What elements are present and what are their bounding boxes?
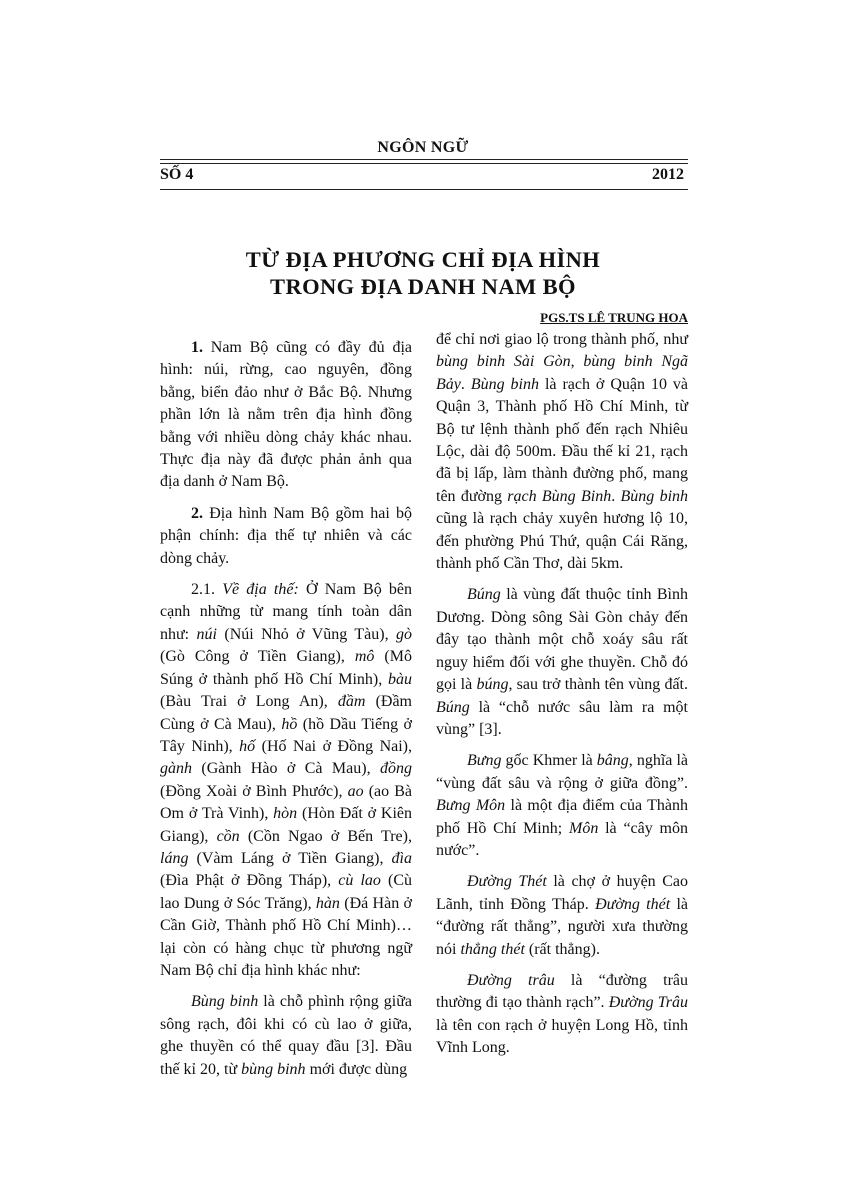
paragraph	[436, 750, 688, 862]
issue-number: SỐ 4	[160, 166, 194, 183]
issue-year: 2012	[652, 166, 684, 183]
paragraph	[160, 579, 412, 982]
text-run: để chỉ nơi giao lộ trong thành phố, như	[436, 331, 688, 348]
article-title	[150, 246, 696, 300]
italic-run: Bưng	[467, 752, 502, 770]
text-run: (rất thẳng).	[524, 940, 600, 958]
italic-run: Đường trâu	[467, 971, 555, 989]
text-run: là một địa điểm của Thành phố Hồ Chí Minh;	[436, 797, 688, 837]
text-run: (hồ Dầu Tiếng ở Tây Ninh),	[160, 715, 412, 755]
text-run: (Núi Nhỏ ở Vũng Tàu),	[216, 625, 396, 643]
text-run: , nghĩa là “vùng đất sâu và rộng ở giữa đồng”.	[436, 752, 688, 792]
italic-run: cù lao	[338, 872, 381, 890]
italic-run: bàu	[388, 670, 412, 688]
paragraph	[436, 871, 688, 961]
italic-run: bùng binh	[241, 1060, 306, 1078]
bold-run: 1.	[191, 339, 203, 356]
text-run: Ở Nam Bộ bên cạnh những từ mang tính toàn dân như:	[160, 581, 413, 643]
text-run: (Hố Nai ở Đồng Nai),	[255, 737, 413, 755]
italic-run: láng	[160, 849, 189, 867]
paragraph	[160, 991, 412, 1081]
italic-run: gành	[160, 760, 192, 778]
italic-run: Đường thét	[595, 895, 671, 913]
text-run: là “chỗ nước sâu làm ra một vùng” [3].	[436, 698, 688, 738]
italic-run: hòn	[273, 805, 298, 823]
italic-run: búng	[476, 676, 509, 694]
text-run: là “đường rất thẳng”, người xưa thường nói	[436, 895, 689, 958]
text-run: .	[611, 487, 621, 505]
italic-run: Bùng binh	[620, 487, 689, 505]
italic-run: Bùng binh	[470, 375, 539, 393]
italic-run: gò	[396, 625, 412, 643]
text-run: là tên con rạch ở huyện Long Hồ, tỉnh Vĩnh Long.	[436, 1016, 688, 1057]
text-run: 2.1.	[191, 581, 223, 599]
paragraph	[436, 329, 688, 575]
italic-run: hố	[239, 737, 256, 755]
header-rule-bottom	[160, 189, 688, 190]
italic-run: mô	[354, 648, 375, 666]
text-run: (Vàm Láng ở Tiền Giang),	[188, 849, 392, 867]
italic-run: thẳng thét	[460, 940, 525, 958]
paragraph	[160, 337, 412, 494]
text-run: (Đá Hàn ở Cần Giờ, Thành phố Hồ Chí Minh)… lại còn có hàng chục từ phương ngữ Nam Bộ chỉ địa hình khác như:	[160, 894, 412, 979]
italic-run: bùng binh Ngã Bảy	[436, 353, 688, 393]
italic-run: núi	[196, 625, 217, 643]
text-run: (Cồn Ngao ở Bến Tre),	[239, 827, 412, 845]
italic-run: Bưng Môn	[436, 797, 506, 815]
italic-run: Đường Trâu	[608, 994, 689, 1012]
italic-run: bâng	[596, 752, 629, 770]
title-line-1: TỪ ĐỊA PHƯƠNG CHỈ ĐỊA HÌNH	[245, 247, 601, 272]
text-run: là rạch ở Quận 10 và Quận 3, Thành phố Hồ Chí Minh, từ Bộ tư lệnh thành phố đến rạch Nhiêu Lộc, dài độ 500m. Đầu thế kỉ 21, rạch đã bị lấp, làm thành đường phố, mang tên đường	[436, 375, 689, 505]
text-run: (Cù lao Dung ở Sóc Trăng),	[160, 872, 412, 912]
italic-run: Đường Thét	[467, 873, 547, 891]
text-run: Địa hình Nam Bộ gồm hai bộ phận chính: địa thế tự nhiên và các dòng chảy.	[160, 504, 412, 567]
italic-run: Búng	[436, 698, 470, 716]
text-run: (Hòn Đất ở Kiên Giang),	[160, 805, 412, 845]
header-rule-top	[160, 159, 688, 160]
italic-run: ao	[347, 782, 364, 800]
paragraph	[436, 584, 688, 741]
text-run: là “cây môn nước”.	[436, 819, 688, 859]
italic-run: rạch Bùng Binh	[507, 487, 612, 505]
text-run: (ao Bà Om ở Trà Vinh),	[160, 782, 412, 823]
text-run: là “đường trâu thường đi tạo thành rạch”.	[436, 971, 688, 1012]
text-run: ,	[570, 353, 584, 371]
author-byline: PGS.TS LÊ TRUNG HOA	[540, 310, 688, 325]
italic-run: hồ	[281, 715, 298, 733]
right-column	[436, 329, 688, 1060]
italic-run: đồng	[380, 760, 412, 778]
italic-run: Về địa thế:	[222, 581, 299, 599]
paragraph	[436, 970, 688, 1060]
left-column	[160, 337, 412, 1081]
text-run: cũng là rạch chảy xuyên hương lộ 10, đến phường Phú Thứ, quận Cái Răng, thành phố Cần Thơ, dài 5km.	[436, 510, 688, 573]
text-run: là chợ ở huyện Cao Lãnh, tỉnh Đồng Tháp.	[436, 873, 688, 913]
italic-run: đầm	[337, 693, 366, 711]
text-run: là vùng đất thuộc tỉnh Bình Dương. Dòng sông Sài Gòn chảy đến đây tạo thành một chỗ xoáy sâu rất nguy hiểm đối với ghe thuyền. Chỗ đó gọi là	[436, 586, 688, 694]
text-run: (Bàu Trai ở Long An),	[160, 693, 338, 711]
italic-run: Môn	[568, 819, 599, 837]
bold-run: 2.	[191, 504, 203, 522]
journal-name: NGÔN NGỮ	[377, 139, 469, 156]
text-run: (Đìa Phật ở Đồng Tháp),	[160, 872, 339, 890]
text-run: mới được dùng	[305, 1060, 408, 1078]
italic-run: bùng binh Sài Gòn	[436, 353, 571, 371]
italic-run: đìa	[391, 849, 412, 867]
text-run: Nam Bộ cũng có đầy đủ địa hình: núi, rừng, cao nguyên, đồng bằng, biển đảo như ở Bắc Bộ. Nhưng phần lớn là nằm trên địa hình đồng bằng với nhiều dòng chảy khác nhau. Thực địa này đã được phản ảnh qua địa danh ở Nam Bộ.	[160, 339, 412, 491]
text-run: , sau trở thành tên vùng đất.	[508, 676, 689, 694]
header-rule-second	[160, 163, 688, 164]
text-run: là chỗ phình rộng giữa sông rạch, đôi khi có cù lao ở giữa, ghe thuyền có thể quay đầu [3]. Đầu thế kỉ 20, từ	[160, 993, 413, 1078]
text-run: gốc Khmer là	[501, 752, 597, 770]
italic-run: Bùng binh	[191, 993, 259, 1011]
text-run: (Gò Công ở Tiền Giang),	[160, 648, 355, 666]
italic-run: Búng	[467, 586, 501, 604]
italic-run: cồn	[216, 827, 240, 845]
text-run: (Đồng Xoài ở Bình Phước),	[160, 782, 348, 800]
paragraph	[160, 503, 412, 570]
italic-run: hàn	[315, 894, 340, 912]
text-run: (Mô Súng ở thành phố Hồ Chí Minh),	[160, 648, 412, 688]
text-run: (Gành Hào ở Cà Mau),	[192, 760, 380, 778]
text-run: .	[460, 375, 471, 393]
title-line-2: TRONG ĐỊA DANH NAM BỘ	[270, 274, 576, 299]
text-run: (Đầm Cùng ở Cà Mau),	[160, 693, 412, 733]
